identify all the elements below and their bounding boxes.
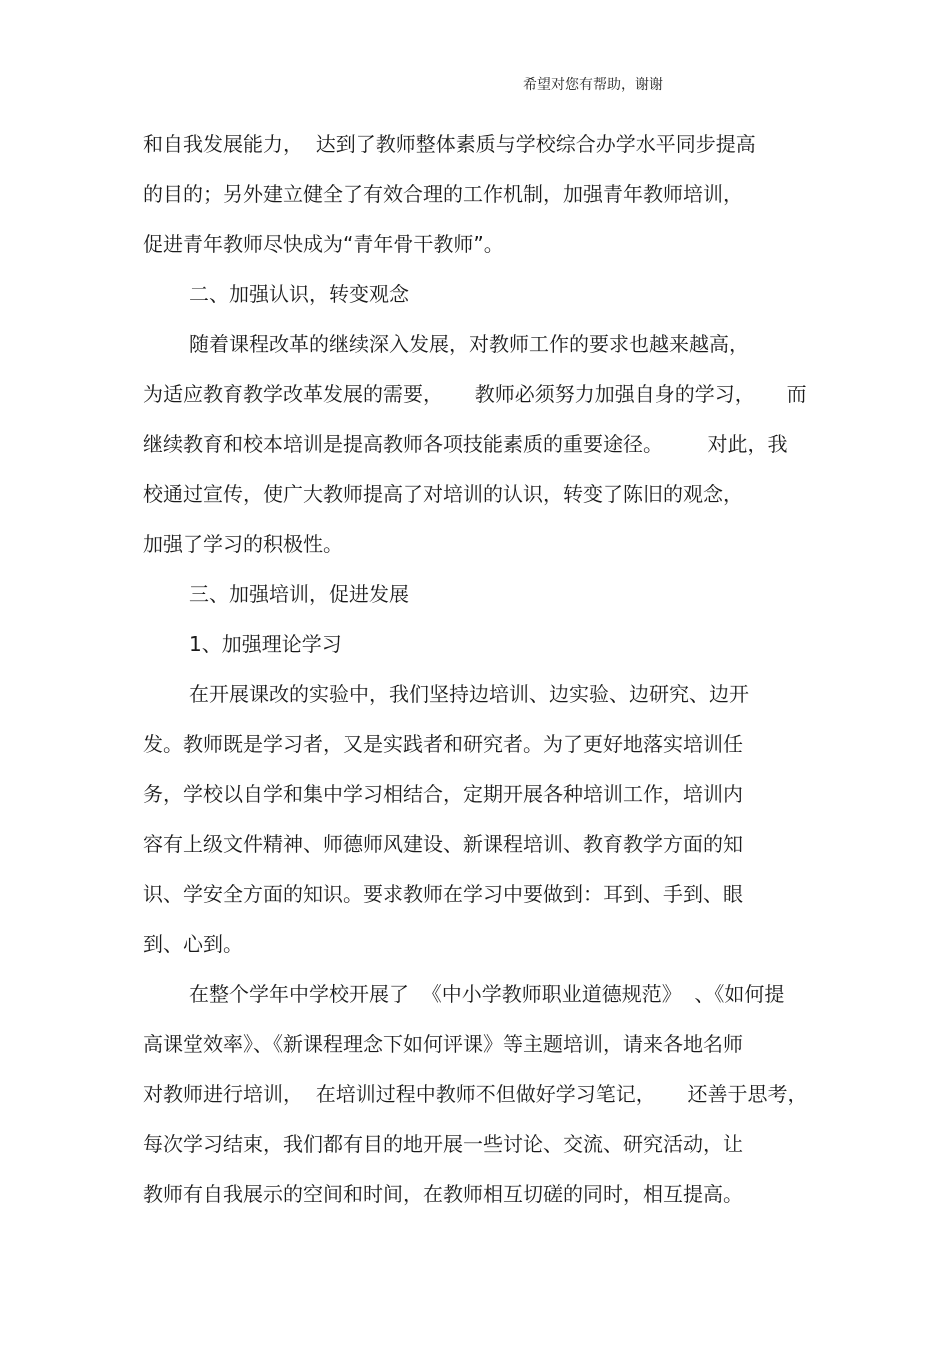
text-line: 校通过宣传，使广大教师提高了对培训的认识，转变了陈旧的观念， [143,482,743,506]
section-heading: 三、加强培训，促进发展 [189,582,409,606]
text-line: 对教师进行培训， 在培训过程中教师不但做好学习笔记， 还善于思考， [143,1082,808,1106]
text-line: 到、心到。 [143,932,243,956]
text-line: 加强了学习的积极性。 [143,532,343,556]
text-line: 的目的；另外建立健全了有效合理的工作机制，加强青年教师培训， [143,182,743,206]
text-line: 为适应教育教学改革发展的需要， 教师必须努力加强自身的学习， 而 [143,382,807,406]
text-line: 促进青年教师尽快成为“青年骨干教师”。 [143,232,504,256]
header-note: 希望对您有帮助，谢谢 [523,77,663,93]
text-line: 和自我发展能力， 达到了教师整体素质与学校综合办学水平同步提高 [143,132,756,156]
text-line: 识、学安全方面的知识。要求教师在学习中要做到：耳到、手到、眼 [143,882,743,906]
text-line: 发。教师既是学习者，又是实践者和研究者。为了更好地落实培训任 [143,732,743,756]
subsection-heading: 1、加强理论学习 [189,632,342,656]
text-line: 每次学习结束，我们都有目的地开展一些讨论、交流、研究活动，让 [143,1132,743,1156]
section-heading: 二、加强认识，转变观念 [189,282,409,306]
text-line: 继续教育和校本培训是提高教师各项技能素质的重要途径。 对此，我 [143,432,788,456]
text-line: 在开展课改的实验中，我们坚持边培训、边实验、边研究、边开 [189,682,749,706]
text-line: 务，学校以自学和集中学习相结合，定期开展各种培训工作，培训内 [143,782,743,806]
text-line: 容有上级文件精神、师德师风建设、新课程培训、教育教学方面的知 [143,832,743,856]
text-line: 教师有自我展示的空间和时间，在教师相互切磋的同时，相互提高。 [143,1182,743,1206]
text-line: 随着课程改革的继续深入发展，对教师工作的要求也越来越高， [189,332,749,356]
text-line: 高课堂效率》、《新课程理念下如何评课》等主题培训，请来各地名师 [143,1032,743,1056]
text-line: 在整个学年中学校开展了 《中小学教师职业道德规范》 、《如何提 [189,982,785,1006]
